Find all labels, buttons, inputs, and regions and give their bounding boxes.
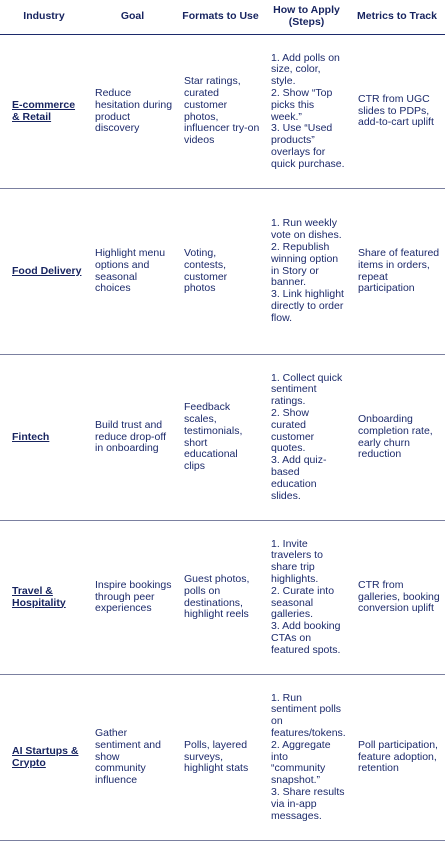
table-row [0, 675, 445, 841]
industry-cell[interactable]: Travel & Hospitality [12, 584, 66, 609]
step-item: 3. Share results via in-app messages. [271, 785, 345, 822]
steps-cell [264, 189, 349, 355]
header-formats: Formats to Use [182, 10, 259, 23]
table-row [0, 189, 445, 355]
steps-cell [264, 355, 349, 521]
step-item: 3. Add quiz-based education slides. [271, 454, 327, 502]
goal-cell: Reduce hesitation during product discovery [95, 86, 173, 135]
step-item: 1. Run sentiment polls on features/tokens. [271, 691, 346, 739]
step-item: 1. Collect quick sentiment ratings. [271, 371, 343, 408]
goal-cell: Build trust and reduce drop-off in onboarding [95, 418, 167, 455]
steps-cell [264, 35, 349, 189]
metrics-cell: CTR from UGC slides to PDPs, add-to-cart uplift [358, 92, 434, 129]
step-item: 1. Run weekly vote on dishes. [271, 217, 342, 242]
goal-cell: Gather sentiment and show community influence [95, 727, 161, 787]
header-goal: Goal [120, 10, 145, 23]
formats-cell: Polls, layered surveys, highlight stats [184, 738, 249, 775]
steps-cell [264, 521, 349, 675]
industry-cell[interactable]: Food Delivery [12, 264, 82, 277]
table-header-row [0, 0, 445, 35]
industry-cell[interactable]: AI Startups & Crypto [12, 744, 79, 769]
metrics-cell: Share of featured items in orders, repeat participation [358, 246, 440, 295]
step-item: 3. Add booking CTAs on featured spots. [271, 620, 341, 656]
header-metrics: Metrics to Track [357, 10, 437, 23]
step-item: 1. Add polls on size, color, style. [271, 51, 340, 88]
metrics-cell: Onboarding completion rate, early churn reduction [358, 412, 433, 461]
table-row [0, 521, 445, 675]
step-item: 2. Curate into seasonal galleries. [271, 584, 335, 621]
table-row [0, 35, 445, 189]
header-steps: How to Apply (Steps) [273, 4, 340, 28]
step-item: 1. Invite travelers to share trip highlights. [271, 537, 323, 585]
industry-cell[interactable]: E-commerce & Retail [12, 98, 76, 123]
goal-cell: Highlight menu options and seasonal choices [95, 246, 166, 295]
step-item: 3. Link highlight directly to order flow. [271, 288, 344, 324]
formats-cell: Voting, contests, customer photos [184, 246, 228, 295]
step-item: 3. Use “Used products” overlays for quick purchase. [271, 122, 345, 170]
metrics-cell: Poll participation, feature adoption, retention [358, 738, 438, 775]
industry-cell[interactable]: Fintech [12, 430, 50, 443]
step-item: 2. Show curated customer quotes. [271, 407, 315, 455]
step-item: 2. Republish winning option in Story or banner. [271, 241, 339, 289]
metrics-cell: CTR from galleries, booking conversion uplift [358, 578, 440, 615]
step-item: 2. Show “Top picks this week.” [271, 86, 333, 123]
formats-cell: Feedback scales, testimonials, short educational clips [184, 401, 243, 473]
header-industry: Industry [23, 10, 65, 23]
formats-cell: Star ratings, curated customer photos, influencer try-on videos [184, 75, 260, 147]
step-item: 2. Aggregate into “community snapshot.” [271, 738, 331, 787]
goal-cell: Inspire bookings through peer experiences [95, 578, 172, 615]
formats-cell: Guest photos, polls on destinations, highlight reels [184, 572, 250, 621]
table-row [0, 355, 445, 521]
steps-cell [264, 675, 349, 841]
